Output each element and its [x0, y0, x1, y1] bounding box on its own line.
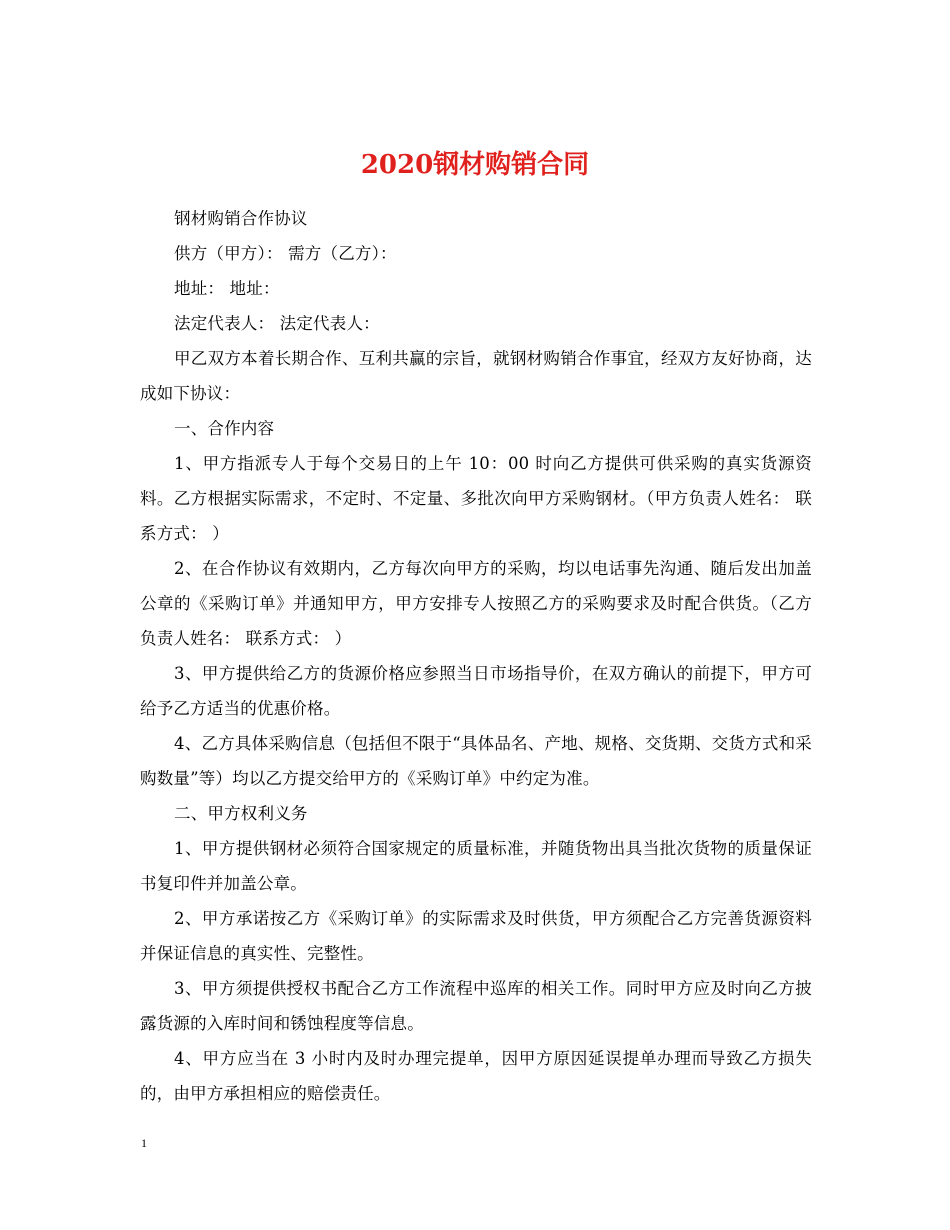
page-number: 1 — [141, 1136, 147, 1150]
preamble-paragraph: 甲乙双方本着长期合作、互利共赢的宗旨，就钢材购销合作事宜，经双方友好协商，达成如下协议： — [140, 349, 812, 403]
document-body — [140, 201, 812, 1111]
address-line: 地址： 地址： — [174, 279, 280, 298]
section-heading-party-a-rights: 二、甲方权利义务 — [174, 804, 308, 823]
party-a-clause-2: 2、甲方承诺按乙方《采购订单》的实际需求及时供货，甲方须配合乙方完善货源资料并保证信息的真实性、完整性。 — [140, 909, 812, 963]
legal-representative-line: 法定代表人： 法定代表人： — [174, 314, 380, 333]
section-heading-cooperation: 一、合作内容 — [174, 419, 275, 438]
party-a-clause-4: 4、甲方应当在 3 小时内及时办理完提单，因甲方原因延误提单办理而导致乙方损失的，由甲方承担相应的赔偿责任。 — [140, 1049, 812, 1103]
cooperation-clause-4: 4、乙方具体采购信息（包括但不限于“具体品名、产地、规格、交货期、交货方式和采购数量”等）均以乙方提交给甲方的《采购订单》中约定为准。 — [140, 734, 812, 788]
party-supplier-buyer-line: 供方（甲方）： 需方（乙方）： — [174, 244, 397, 263]
agreement-heading: 钢材购销合作协议 — [174, 209, 308, 228]
party-a-clause-3: 3、甲方须提供授权书配合乙方工作流程中巡库的相关工作。同时甲方应及时向乙方披露货源的入库时间和锈蚀程度等信息。 — [140, 979, 812, 1033]
cooperation-clause-3: 3、甲方提供给乙方的货源价格应参照当日市场指导价，在双方确认的前提下，甲方可给予乙方适当的优惠价格。 — [140, 664, 812, 718]
party-a-clause-1: 1、甲方提供钢材必须符合国家规定的质量标准，并随货物出具当批次货物的质量保证书复印件并加盖公章。 — [140, 839, 812, 893]
cooperation-clause-1: 1、甲方指派专人于每个交易日的上午 10：00 时向乙方提供可供采购的真实货源资料。乙方根据实际需求，不定时、不定量、多批次向甲方采购钢材。（甲方负责人姓名： 联系方式： ） — [140, 454, 812, 543]
cooperation-clause-2: 2、在合作协议有效期内，乙方每次向甲方的采购，均以电话事先沟通、随后发出加盖公章的《采购订单》并通知甲方，甲方安排专人按照乙方的采购要求及时配合供货。（乙方负责人姓名： 联系方式： ） — [140, 559, 812, 648]
document-title: 2020钢材购销合同 — [360, 150, 590, 181]
